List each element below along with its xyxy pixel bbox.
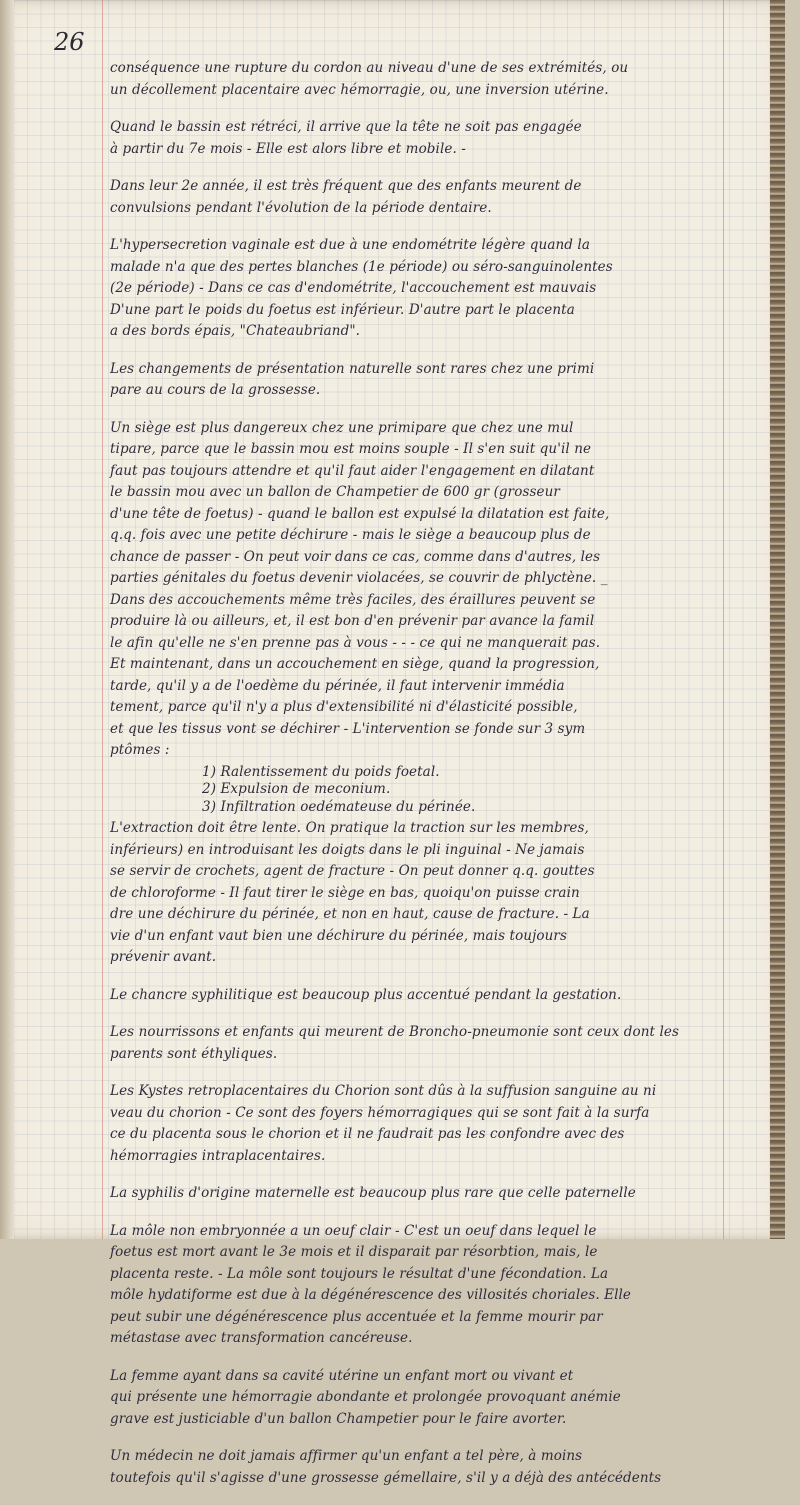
symptom-list	[110, 764, 718, 817]
paragraph-bronchopneumonia: Les nourrissons et enfants qui meurent de Broncho-pneumonie sont ceux dont les parents sont éthyliques.	[110, 1024, 680, 1062]
left-binding-edge	[0, 0, 14, 1239]
paragraph-molar-pregnancy: La môle non embryonnée a un oeuf clair - C'est un oeuf dans lequel le foetus est mort avant le 3e mois et il disparait par résorbtion, mais, le placenta reste. - La môle sont toujours le résultat d'une fécondation. La môle hydatiforme est due à la dégénérescence des villosités choriales. Elle peut subir une dégénérescence plus accentuée et la femme mourir par métastase avec transformation cancéreuse.	[110, 1222, 632, 1346]
paragraph-narrow-pelvis: Quand le bassin est rétréci, il arrive que la tête ne soit pas engagée à partir du 7e mois - Elle est alors libre et mobile. -	[110, 119, 582, 157]
paragraph-cord-rupture: conséquence une rupture du cordon au niveau d'une de ses extrémités, ou un décollement placentaire avec hémorragie, ou, une inversion utérine.	[110, 60, 629, 98]
paragraph-vaginal-hypersecretion: L'hypersecretion vaginale est due à une endométrite légère quand la malade n'a que des pertes blanches (1e période) ou séro-sanguinolentes (2e période) - Dans ce cas d'endométrite, l'accouchement est mauvais D'une part le poids du foetus est inférieur. D'autre part le placenta a des bords épais, "Chateaubriand".	[110, 237, 613, 339]
right-margin-rule	[723, 0, 724, 1239]
paragraph-breech-primipara: Un siège est plus dangereux chez une primipare que chez une mul tipare, parce que le bassin mou est moins souple - Il s'en suit qu'il ne faut pas toujours attendre et qu'il faut aider l'engagement en dilatant le bassin mou avec un ballon de Champetier de 600 gr (grosseur d'une tête de foetus) - quand le ballon est expulsé la dilatation est faite, q.q. fois avec une petite déchirure - mais le siège a beaucoup plus de chance de passer - On peut voir dans ce cas, comme dans d'autres, les parties génitales du foetus devenir violacées, se couvrir de phlyctène. _ Dans des accouchements même très faciles, des éraillures peuvent se produire là ou ailleurs, et, il est bon d'en prévenir par avance la famil le afin qu'elle ne s'en prenne pas à vous - - - ce qui ne manquerait pas. Et maintenant, dans un accouchement en siège, quand la progression, tarde, qu'il y a de l'oedème du périnée, il faut intervenir immédia tement, parce qu'il n'y a plus d'extensibilité ni d'élasticité possible, et que les tissus vont se déchirer - L'intervention se fonde sur 3 sym ptômes :	[110, 419, 610, 758]
symptom-item: 1) Ralentissement du poids foetal.	[202, 763, 440, 780]
left-margin-rule	[102, 0, 103, 1239]
book-spine-edge	[770, 0, 785, 1239]
symptom-item: 3) Infiltration oedémateuse du périnée.	[202, 798, 476, 815]
paragraph-infant-convulsions: Dans leur 2e année, il est très fréquent que des enfants meurent de convulsions pendant l'évolution de la période dentaire.	[110, 178, 582, 216]
paragraph-presentation-changes: Les changements de présentation naturelle sont rares chez une primi pare au cours de la grossesse.	[110, 360, 595, 398]
paragraph-maternal-syphilis: La syphilis d'origine maternelle est beaucoup plus rare que celle paternelle	[110, 1185, 636, 1201]
symptom-item: 2) Expulsion de meconium.	[202, 781, 391, 797]
paragraph-syphilitic-chancre: Le chancre syphilitique est beaucoup plus accentué pendant la gestation.	[110, 986, 622, 1003]
page-number: 26	[54, 28, 85, 56]
handwritten-notes	[110, 58, 718, 1505]
paragraph-paternity: Un médecin ne doit jamais affirmer qu'un enfant a tel père, à moins toutefois qu'il s'agisse d'une grossesse gémellaire, s'il y a déjà des antécédents	[110, 1448, 662, 1486]
paragraph-uterine-hemorrhage: La femme ayant dans sa cavité utérine un enfant mort ou vivant et qui présente une hémorragie abondante et prolongée provoquant anémie grave est justiciable d'un ballon Champetier pour le faire avorter.	[110, 1367, 621, 1427]
paragraph-extraction: L'extraction doit être lente. On pratique la traction sur les membres, inférieurs) en introduisant les doigts dans le pli inguinal - Ne jamais se servir de crochets, agent de fracture - On peut donner q.q. gouttes de chloroforme - Il faut tirer le siège en bas, quoiqu'on puisse crain dre une déchirure du périnée, et non en haut, cause de fracture. - La vie d'un enfant vaut bien une déchirure du périnée, mais toujours prévenir avant.	[110, 820, 595, 965]
paragraph-retroplacental-cysts: Les Kystes retroplacentaires du Chorion sont dûs à la suffusion sanguine au ni veau du chorion - Ce sont des foyers hémorragiques qui se sont fait à la surfa ce du placenta sous le chorion et il ne faudrait pas les confondre avec des hémorragies intraplacentaires.	[110, 1083, 657, 1164]
